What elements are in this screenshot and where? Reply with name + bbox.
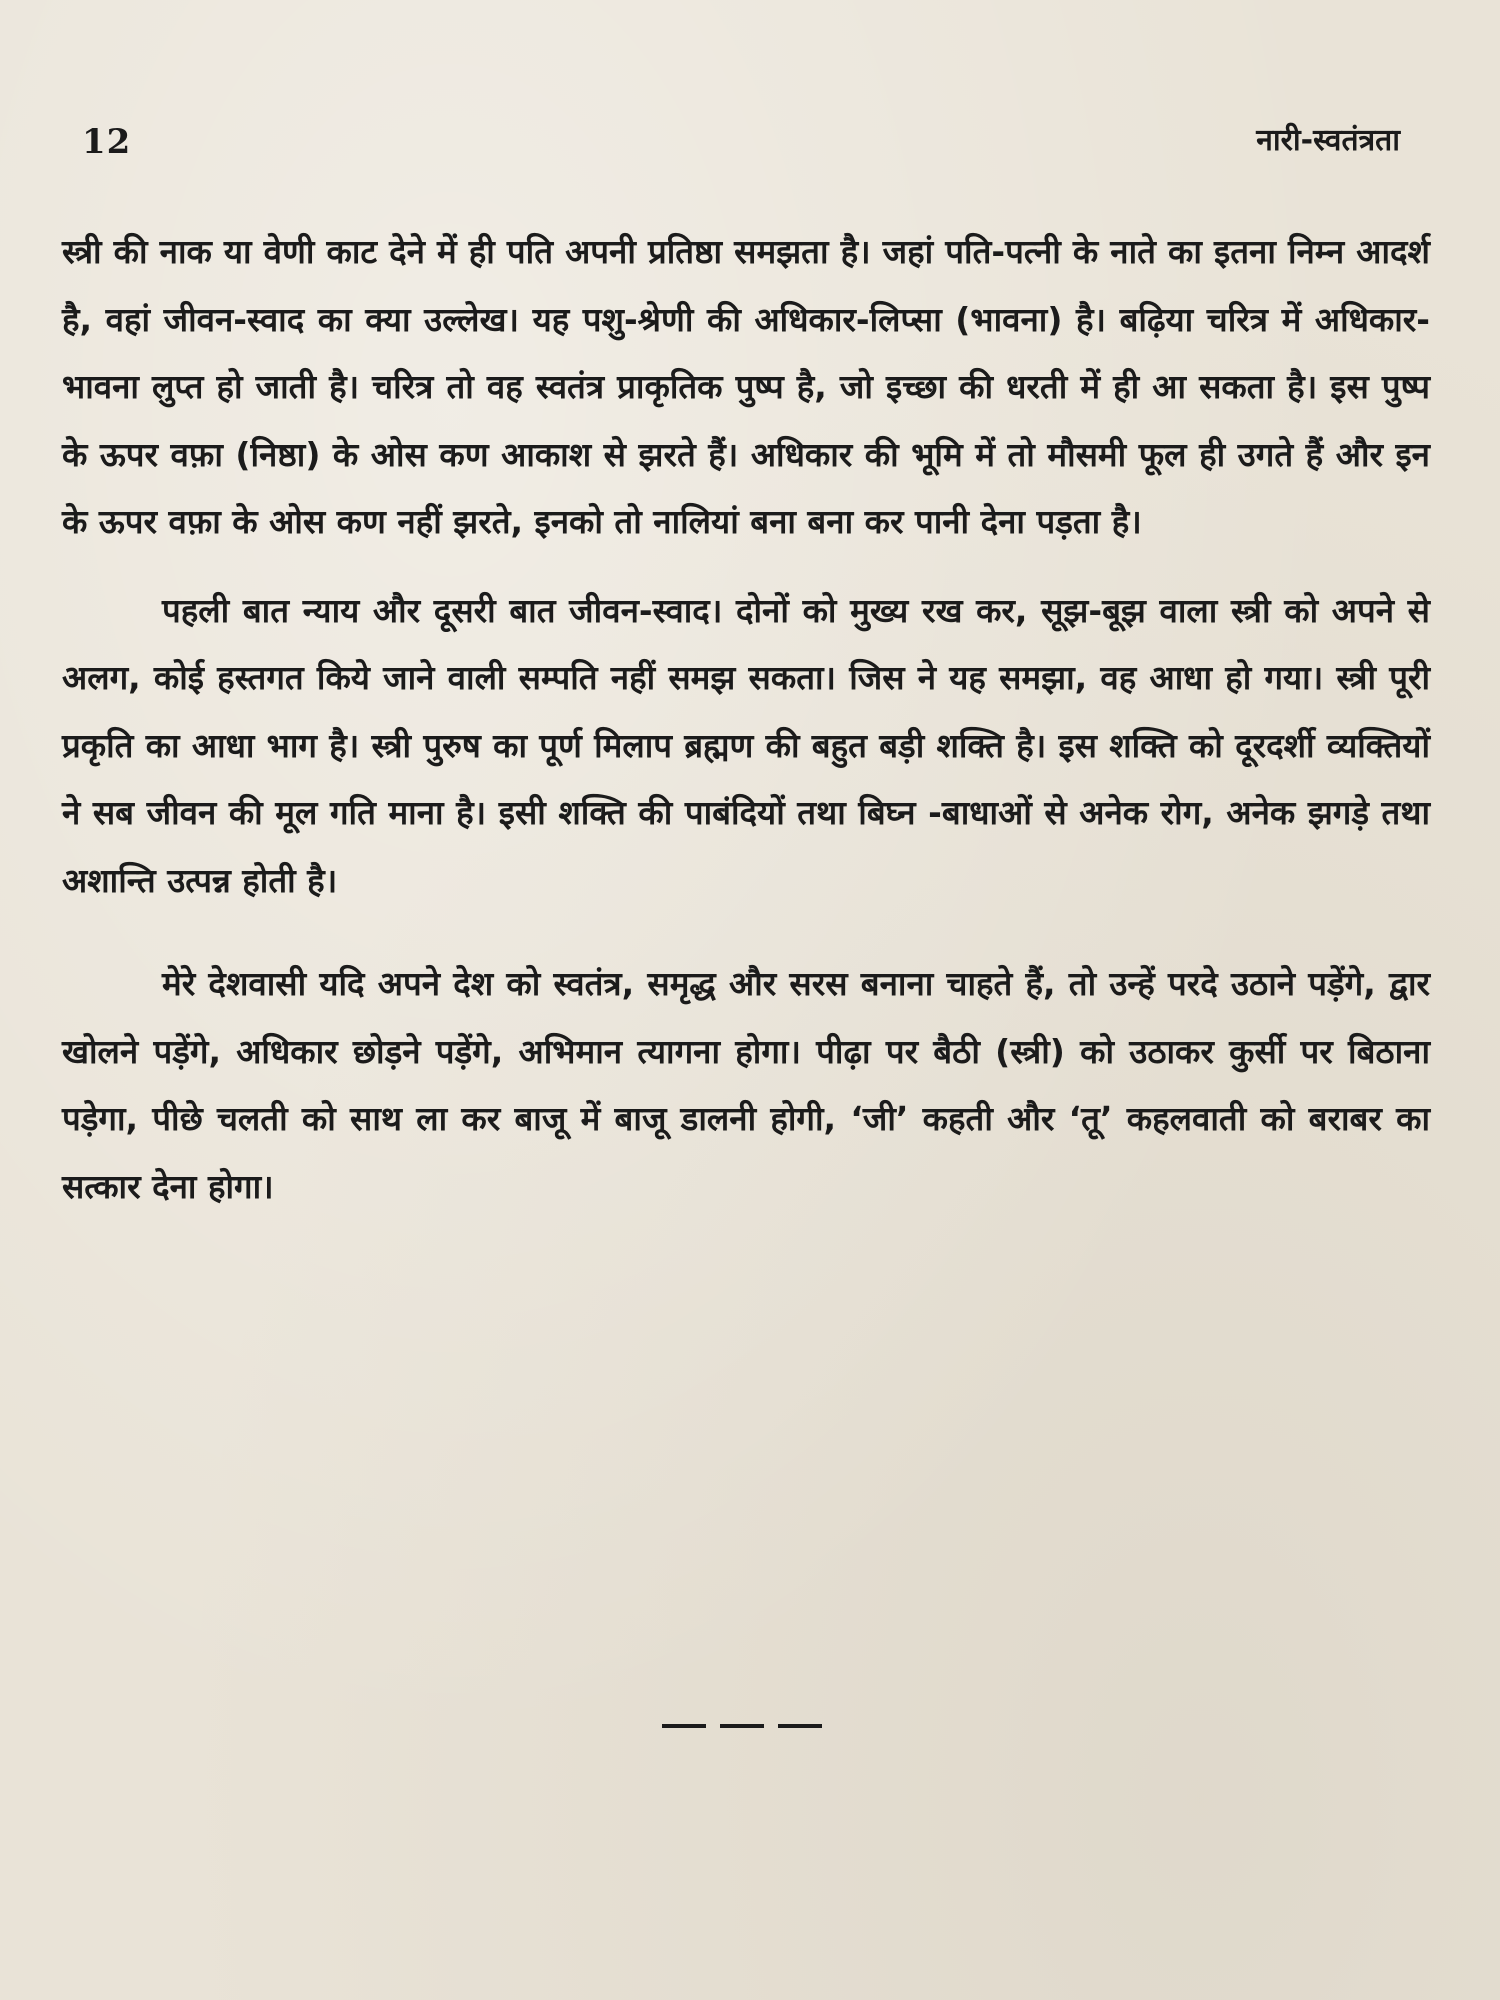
running-header-title: नारी-स्वतंत्रता bbox=[1256, 123, 1400, 158]
body-text bbox=[62, 218, 1430, 1220]
paragraph-3: मेरे देशवासी यदि अपने देश को स्वतंत्र, समृद्ध और सरस बनाना चाहते हैं, तो उन्हें परदे उठाने पड़ेंगे, द्वार खोलने पड़ेंगे, अधिकार छोड़ने पड़ेंगे, अभिमान त्यागना होगा। पीढ़ा पर बैठी (स्त्री) को उठाकर कुर्सी पर बिठाना पड़ेगा, पीछे चलती को साथ ला कर बाजू में बाजू डालनी होगी, ‘जी’ कहती और ‘तू’ कहलवाती को बराबर का सत्कार देना होगा। bbox=[62, 964, 1430, 1206]
end-rule-dash bbox=[720, 1724, 764, 1728]
page-number: 12 bbox=[82, 122, 132, 162]
paragraph-2: पहली बात न्याय और दूसरी बात जीवन-स्वाद। दोनों को मुख्य रख कर, सूझ-बूझ वाला स्त्री को अपने से अलग, कोई हस्तगत किये जाने वाली सम्पति नहीं समझ सकता। जिस ने यह समझा, वह आधा हो गया। स्त्री पूरी प्रकृति का आधा भाग है। स्त्री पुरुष का पूर्ण मिलाप ब्रह्मण की बहुत बड़ी शक्ति है। इस शक्ति को दूरदर्शी व्यक्तियों ने सब जीवन की मूल गति माना है। इसी शक्ति की पाबंदियों तथा बिघ्न -बाधाओं से अनेक रोग, अनेक झगड़े तथा अशान्ति उत्पन्न होती है। bbox=[62, 590, 1430, 900]
end-rule-dash bbox=[662, 1724, 706, 1728]
end-rule-dash bbox=[778, 1724, 822, 1728]
paragraph-1: स्त्री की नाक या वेणी काट देने में ही पति अपनी प्रतिष्ठा समझता है। जहां पति-पत्नी के नाते का इतना निम्न आदर्श है, वहां जीवन-स्वाद का क्या उल्लेख। यह पशु-श्रेणी की अधिकार-लिप्सा (भावना) है। बढ़िया चरित्र में अधिकार-भावना लुप्त हो जाती है। चरित्र तो वह स्वतंत्र प्राकृतिक पुष्प है, जो इच्छा की धरती में ही आ सकता है। इस पुष्प के ऊपर वफ़ा (निष्ठा) के ओस कण आकाश से झरते हैं। अधिकार की भूमि में तो मौसमी फूल ही उगते हैं और इन के ऊपर वफ़ा के ओस कण नहीं झरते, इनको तो नालियां बना बना कर पानी देना पड़ता है। bbox=[62, 232, 1430, 541]
section-end-rule bbox=[662, 1724, 822, 1728]
